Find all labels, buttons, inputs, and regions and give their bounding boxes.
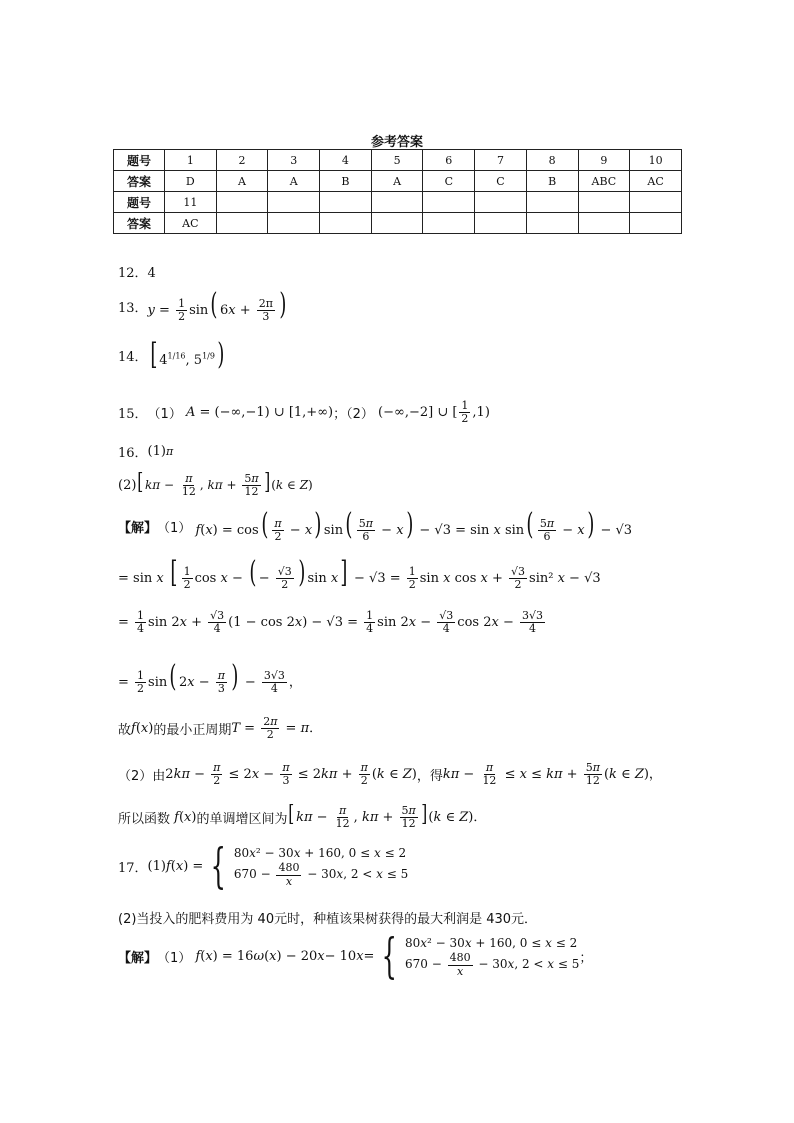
solution-16-period <box>118 716 322 741</box>
table-cell <box>268 213 320 234</box>
period-formula: T = $\frac{2\pi}{2}$ = π． <box>231 715 323 742</box>
table-row <box>114 213 682 234</box>
solution-17-line1 <box>118 928 593 984</box>
table-cell <box>216 192 268 213</box>
answer-16-part2-formula: [kπ − $\frac{\pi}{12}$ , kπ + $\frac{5\pi}{12}$ ](k ∈ Z) <box>137 470 313 498</box>
solution-16-formula-4: = $\frac{1}{2}$ sin( 2x − $\frac{\pi}{3}$ ) − $\frac{3√3}{4}$ ， <box>118 659 302 695</box>
part2-formula-1: 2kπ − $\frac{\pi}{2}$ ≤ 2x − $\frac{\pi}{3}$ ≤ 2kπ + $\frac{\pi}{2}$ (k ∈ Z) <box>165 761 417 788</box>
table-cell <box>526 192 578 213</box>
solution-part1-label: （1） <box>157 521 192 537</box>
answer-16-part1-label: (1) <box>147 444 166 459</box>
table-cell <box>578 192 630 213</box>
table-cell <box>371 213 423 234</box>
answer-13-number: 13． <box>118 301 148 317</box>
table-cell <box>475 213 527 234</box>
table-cell <box>371 192 423 213</box>
period-text-pre: 故 <box>118 723 132 739</box>
table-cell <box>268 192 320 213</box>
table-cell: 题号 <box>114 150 165 171</box>
table-cell: 11 <box>165 192 217 213</box>
table-cell <box>320 213 372 234</box>
answer-16-number: 16． <box>118 446 148 461</box>
table-cell: ABC <box>578 171 630 192</box>
answer-15-formula-1: A = (−∞,−1) ∪ [1,+∞) <box>185 405 334 421</box>
answer-13 <box>118 287 289 323</box>
table-cell: 2 <box>216 150 268 171</box>
table-cell: AC <box>630 171 682 192</box>
answer-17-formula: f ( x ) = { 80x² − 30x + 160, 0 ≤ x ≤ 2 670 − $\frac{480}{x}$ − 30x, 2 < x ≤ 5 <box>165 838 409 894</box>
table-cell: 7 <box>475 150 527 171</box>
solution-16-line3 <box>118 610 547 635</box>
table-cell: 题号 <box>114 192 165 213</box>
table-cell: C <box>423 171 475 192</box>
table-cell: 3 <box>268 150 320 171</box>
part2-text-pre: （2）由 <box>118 769 166 785</box>
solution-16-formula-2: = sin x [ $\frac{1}{2}$ cos x − ( − $\frac{√3}{2}$ ) sin x] − √3 = $\frac{1}{2}$ sin x cos x + $\frac{√3}{2}$ sin² x − √3 <box>118 555 601 591</box>
answer-17-part1-label: (1) <box>147 858 166 874</box>
solution-label: 【解】 <box>118 521 158 537</box>
table-cell: C <box>475 171 527 192</box>
page-title: 参考答案 <box>370 135 423 150</box>
table-cell <box>526 213 578 234</box>
solution-16-line2 <box>118 555 601 591</box>
solution-16-formula-1: f(x) = cos( $\frac{\pi}{2}$ − x) sin( $\frac{5\pi}{6}$ − x) − √3 = sin x sin( $\frac{5\pi}{6}$ − x) − √3 <box>195 507 633 543</box>
table-cell <box>475 192 527 213</box>
table-cell: 10 <box>630 150 682 171</box>
answer-14-number: 14． <box>118 349 148 365</box>
answer-15-formula-2: (−∞,−2] ∪ [ $\frac{1}{2}$ ,1) <box>373 399 490 426</box>
table-cell <box>423 213 475 234</box>
answer-13-formula: y = $\frac{1}{2}$ sin( 6x + $\frac{2\pi}{3}$ ) <box>147 287 287 323</box>
table-cell <box>630 213 682 234</box>
table-cell: 5 <box>371 150 423 171</box>
solution-16-formula-3: = $\frac{1}{4}$ sin 2x + $\frac{√3}{4}$ (1 − cos 2x) − √3 = $\frac{1}{4}$ sin 2x − $\frac{√3}{4}$ cos 2x − $\frac{3√3}{4}$ <box>118 609 544 636</box>
answer-15-number: 15． <box>118 407 148 423</box>
table-row <box>114 171 682 192</box>
answer-table <box>113 149 682 234</box>
mono-formula: [kπ − $\frac{\pi}{12}$ , kπ + $\frac{5\pi}{12}$ ](k ∈ Z)． <box>288 802 487 830</box>
solution-17-formula: f ( x ) = 16 ω ( x ) − 20 x − 10 x = { 80x² − 30x + 160, 0 ≤ x ≤ 2 670 − $\frac{480}{x}$ − 30x, 2 < x ≤ 5 ； <box>195 928 593 984</box>
table-cell: A <box>216 171 268 192</box>
table-cell: 答案 <box>114 213 165 234</box>
table-cell <box>630 192 682 213</box>
part2-text-mid: ，得 <box>416 769 443 785</box>
answer-16-part1-formula: π <box>165 445 174 458</box>
table-cell <box>578 213 630 234</box>
table-cell: 4 <box>320 150 372 171</box>
answer-14 <box>118 337 227 372</box>
solution-16-part2 <box>118 762 662 787</box>
table-cell: A <box>371 171 423 192</box>
table-cell: 1 <box>165 150 217 171</box>
answer-15 <box>118 400 490 425</box>
mono-text-mid: 的单调增区间为 <box>196 811 288 827</box>
table-row <box>114 192 682 213</box>
answer-16-part2 <box>118 472 313 498</box>
solution-16-line4 <box>118 659 302 695</box>
answer-16-part1 <box>118 442 173 461</box>
table-cell <box>423 192 475 213</box>
table-cell <box>320 192 372 213</box>
table-row <box>114 150 682 171</box>
table-cell: A <box>268 171 320 192</box>
solution-16-line1 <box>118 507 633 543</box>
period-text-mid: 的最小正周期 <box>153 723 232 739</box>
table-cell: 8 <box>526 150 578 171</box>
answer-17-part2: (2)当投入的肥料费用为 40元时，种植该果树获得的最大利润是 430元． <box>118 912 538 927</box>
answer-14-formula: [ $4^{1/16}$, $5^{1/9}$) <box>149 337 225 372</box>
answer-16-part2-label: (2) <box>118 477 137 493</box>
answer-17-number: 17． <box>118 860 148 876</box>
solution-17-label: 【解】 <box>118 950 158 966</box>
table-cell: D <box>165 171 217 192</box>
answer-17-part1 <box>118 838 409 894</box>
table-cell: 答案 <box>114 171 165 192</box>
table-cell: 9 <box>578 150 630 171</box>
solution-16-monotonic <box>118 804 486 830</box>
solution-17-part1-label: （1） <box>157 950 192 966</box>
table-cell: 6 <box>423 150 475 171</box>
table-cell: AC <box>165 213 217 234</box>
table-cell: B <box>320 171 372 192</box>
answer-15-part1-label: （1） <box>147 407 182 423</box>
answer-15-part2-label: ；（2） <box>333 407 374 423</box>
part2-formula-2: kπ − $\frac{\pi}{12}$ ≤ x ≤ kπ + $\frac{5\pi}{12}$ (k ∈ Z)， <box>442 761 662 788</box>
mono-text-pre: 所以函数 <box>118 811 171 827</box>
mono-fx: f(x) <box>174 809 197 825</box>
period-fx: f(x) <box>131 721 154 737</box>
answer-12: 12．4 <box>118 266 156 281</box>
table-cell: B <box>526 171 578 192</box>
table-cell <box>216 213 268 234</box>
